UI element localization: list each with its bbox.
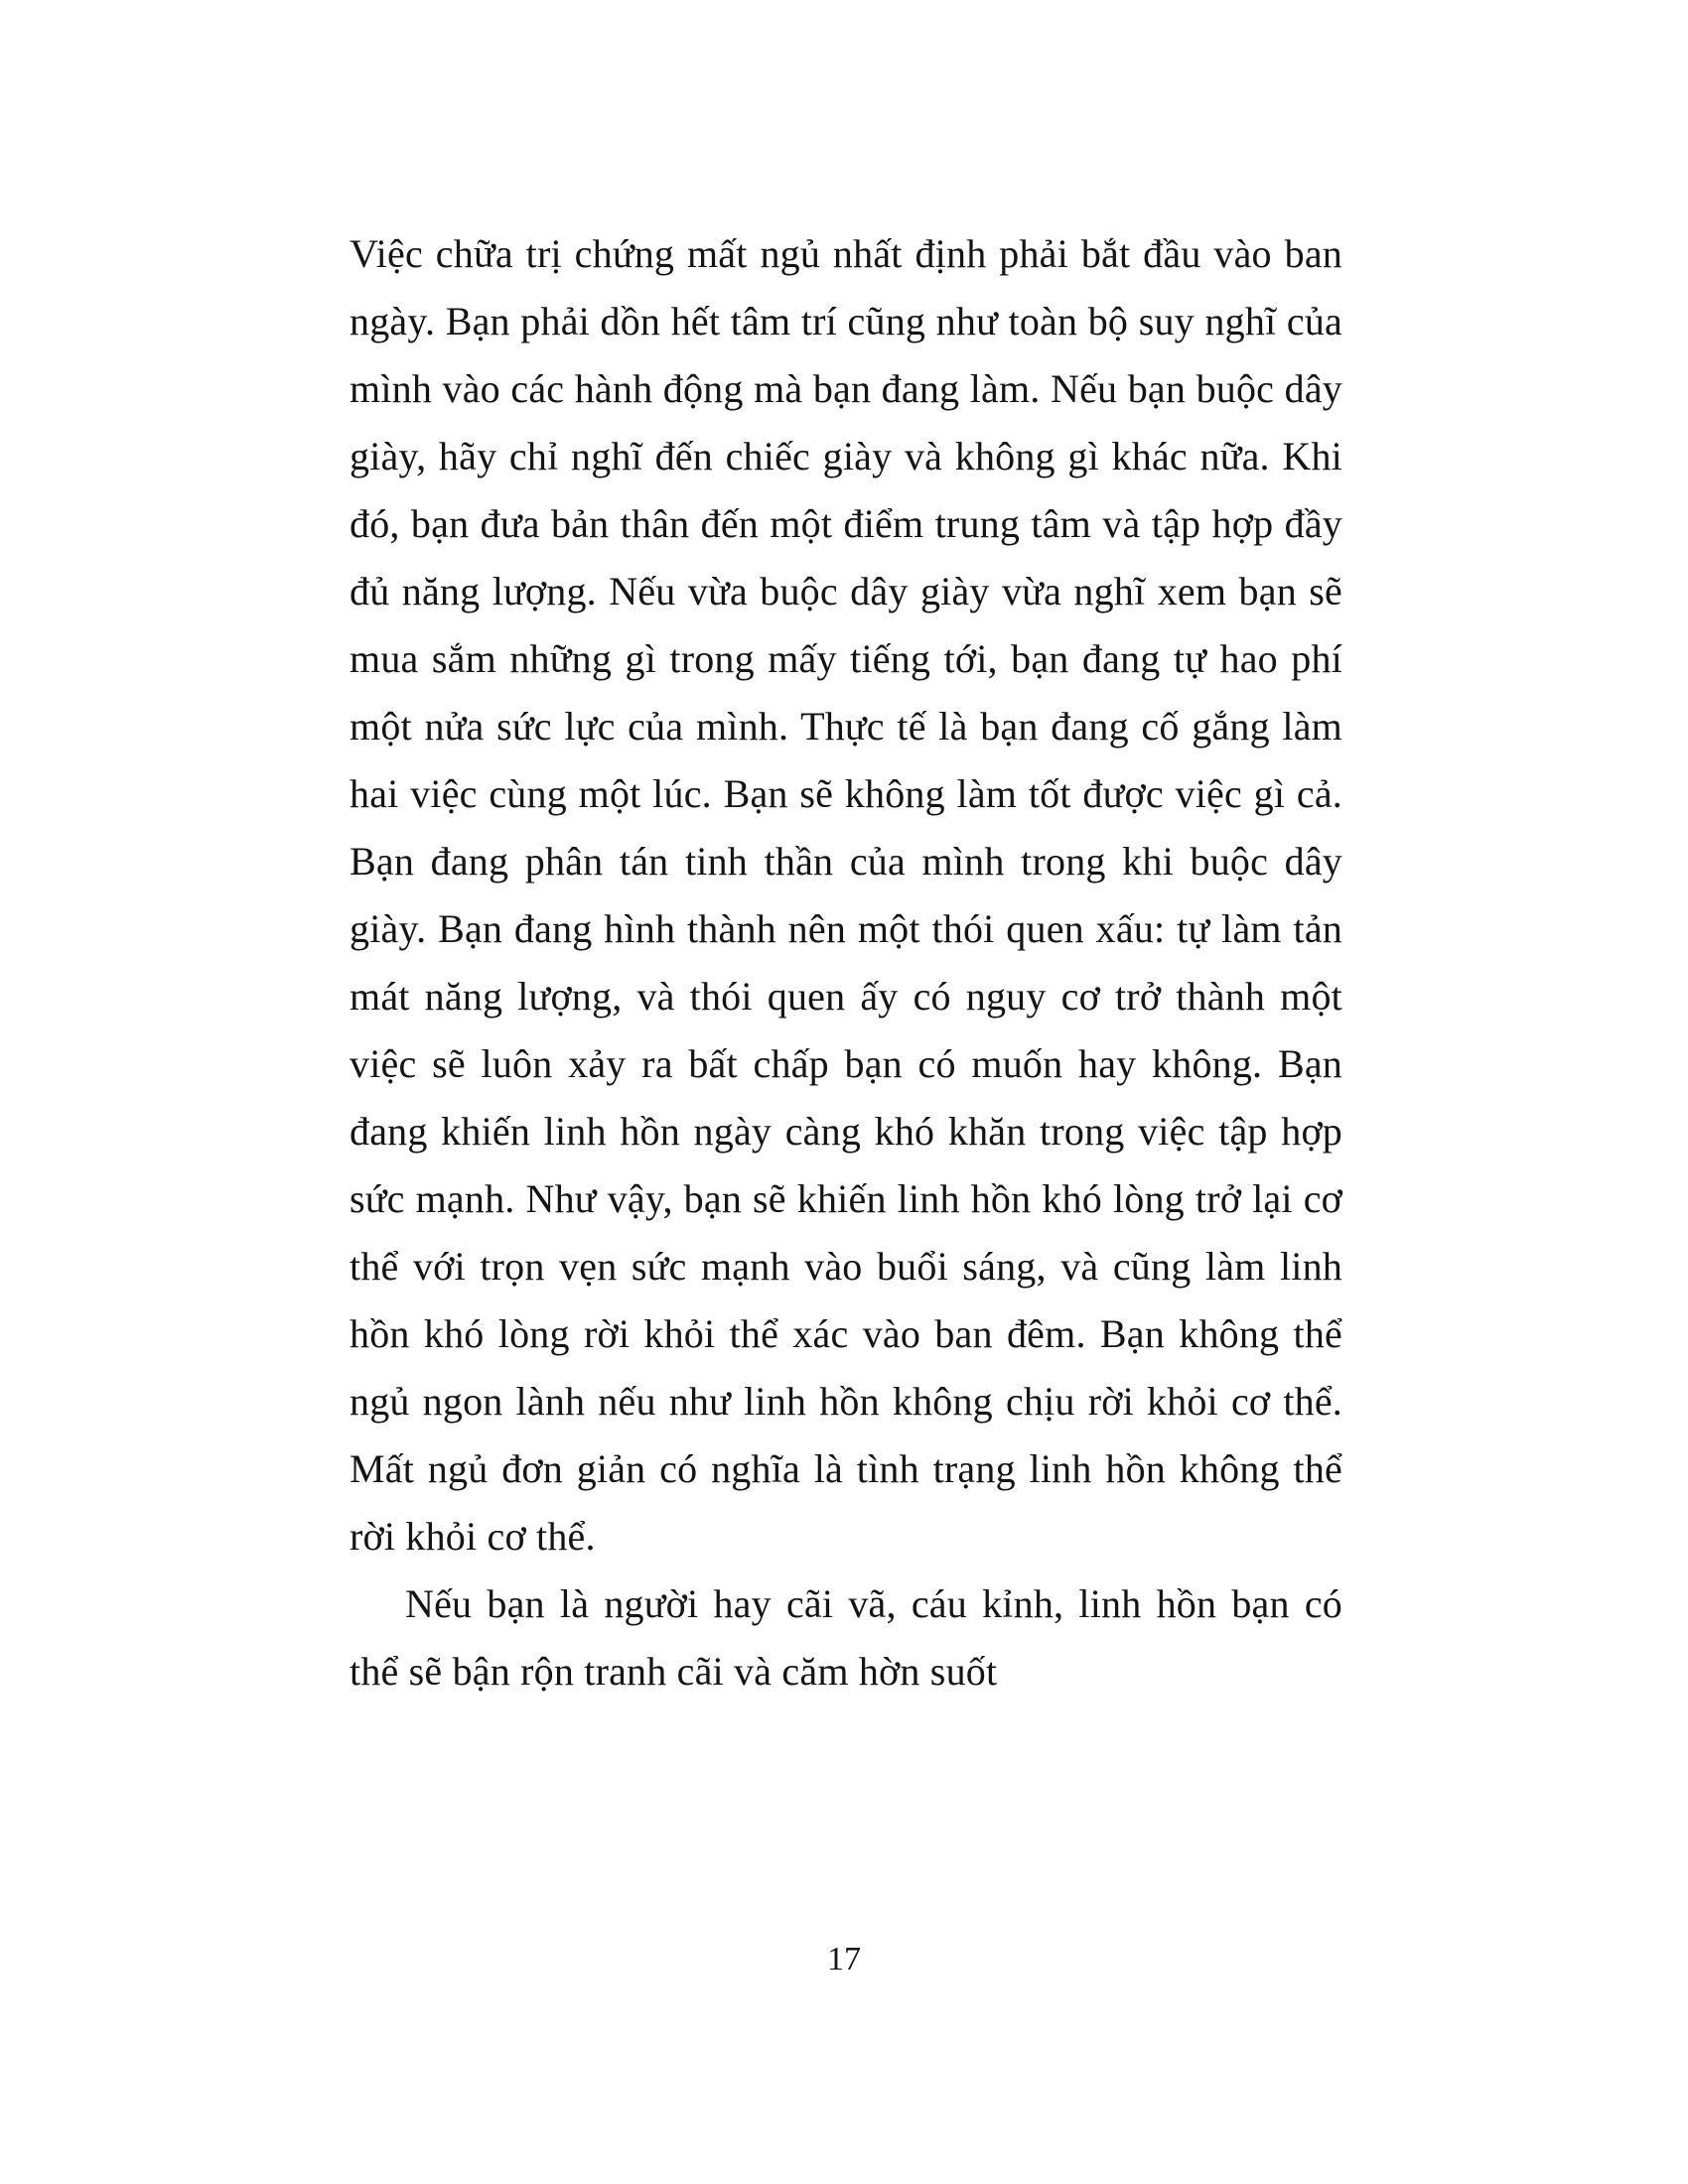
page-number: 17 xyxy=(827,1941,861,1978)
paragraph: Nếu bạn là người hay cãi vã, cáu kỉnh, linh hồn bạn có thể sẽ bận rộn tranh cãi và căm hờn suốt xyxy=(350,1581,1342,1694)
body-text-column xyxy=(350,220,1342,1706)
paragraph: Việc chữa trị chứng mất ngủ nhất định phải bắt đầu vào ban ngày. Bạn phải dồn hết tâm trí cũng như toàn bộ suy nghĩ của mình vào các hành động mà bạn đang làm. Nếu bạn buộc dây giày, hãy chỉ nghĩ đến chiếc giày và không gì khác nữa. Khi đó, bạn đưa bản thân đến một điểm trung tâm và tập hợp đầy đủ năng lượng. Nếu vừa buộc dây giày vừa nghĩ xem bạn sẽ mua sắm những gì trong mấy tiếng tới, bạn đang tự hao phí một nửa sức lực của mình. Thực tế là bạn đang cố gắng làm hai việc cùng một lúc. Bạn sẽ không làm tốt được việc gì cả. Bạn đang phân tán tinh thần của mình trong khi buộc dây giày. Bạn đang hình thành nên một thói quen xấu: tự làm tản mát năng lượng, và thói quen ấy có nguy cơ trở thành một việc sẽ luôn xảy ra bất chấp bạn có muốn hay không. Bạn đang khiến linh hồn ngày càng khó khăn trong việc tập hợp sức mạnh. Như vậy, bạn sẽ khiến linh hồn khó lòng trở lại cơ thể với trọn vẹn sức mạnh vào buổi sáng, và cũng làm linh hồn khó lòng rời khỏi thể xác vào ban đêm. Bạn không thể ngủ ngon lành nếu như linh hồn không chịu rời khỏi cơ thể. Mất ngủ đơn giản có nghĩa là tình trạng linh hồn không thể rời khỏi cơ thể. xyxy=(350,231,1342,1559)
